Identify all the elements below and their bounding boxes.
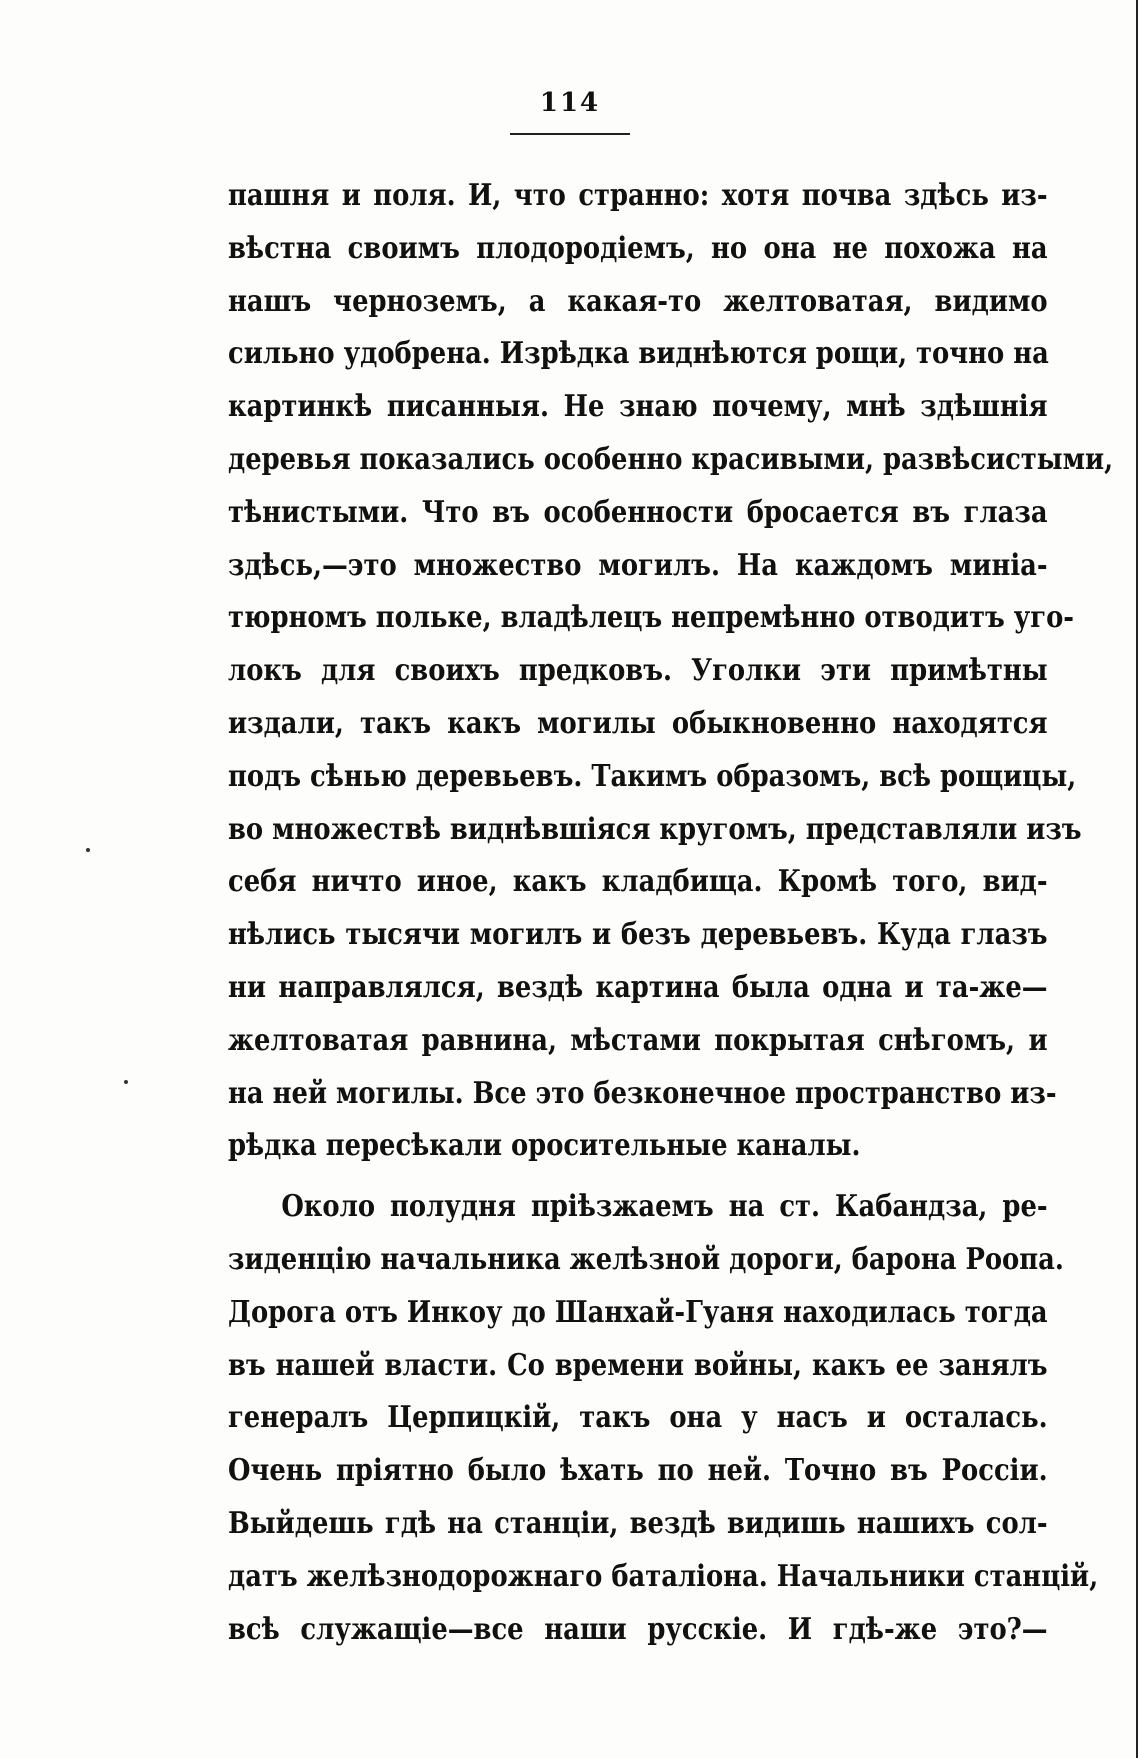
text-line: ни направлялся, вездѣ картина была одна и та-же— <box>228 969 1048 1005</box>
text-line: подъ сѣнью деревьевъ. Такимъ образомъ, всѣ рощицы, <box>228 758 1077 794</box>
scan-speck <box>124 1080 128 1084</box>
text-line: всѣ служащіе—все наши русскіе. И гдѣ-же это?— <box>228 1611 1048 1647</box>
text-line: зиденцію начальника желѣзной дороги, барона Роопа. <box>228 1241 1064 1277</box>
text-line: тюрномъ польке, владѣлецъ непремѣнно отводитъ уго- <box>228 600 1074 636</box>
scan-speck <box>86 848 90 852</box>
text-line: картинкѣ писанныя. Не знаю почему, мнѣ здѣшнія <box>228 389 1048 425</box>
text-line: во множествѣ виднѣвшіяся кругомъ, представляли изъ <box>228 811 1082 847</box>
text-line: рѣдка пересѣкали оросительные каналы. <box>228 1128 861 1164</box>
body-text <box>228 170 1114 1656</box>
text-line: сильно удобрена. Изрѣдка виднѣются рощи, точно на <box>228 336 1049 372</box>
page-number-rule <box>510 133 630 135</box>
text-line: тѣнистыми. Что въ особенности бросается въ глаза <box>228 494 1048 530</box>
text-line: Очень пріятно было ѣхать по ней. Точно въ Россіи. <box>228 1453 1048 1489</box>
page-number: 114 <box>539 88 601 118</box>
text-line: вѣстна своимъ плодородіемъ, но она не похожа на <box>228 230 1048 266</box>
text-line: датъ желѣзнодорожнаго баталіона. Начальники станцій, <box>228 1558 1099 1594</box>
text-line: локъ для своихъ предковъ. Уголки эти примѣтны <box>228 653 1048 689</box>
text-line: нашъ черноземъ, а какая-то желтоватая, видимо <box>228 283 1048 319</box>
text-line: на ней могилы. Все это безконечное пространство из- <box>228 1075 1057 1111</box>
text-line: Дорога отъ Инкоу до Шанхай-Гуаня находилась тогда <box>228 1294 1048 1330</box>
text-line: здѣсь,—это множество могилъ. На каждомъ миніа- <box>228 547 1048 583</box>
text-line: себя ничто иное, какъ кладбища. Кромѣ того, вид- <box>228 864 1048 900</box>
text-line: нѣлись тысячи могилъ и безъ деревьевъ. Куда глазъ <box>228 917 1048 953</box>
text-line: деревья показались особенно красивыми, развѣсистыми, <box>228 441 1114 477</box>
paragraph-gap <box>228 1173 1048 1181</box>
text-line: пашня и поля. И, что странно: хотя почва здѣсь из- <box>228 178 1048 213</box>
text-line: Около полудня пріѣзжаемъ на ст. Кабандза, ре- <box>281 1189 1048 1225</box>
text-line: желтоватая равнина, мѣстами покрытая снѣгомъ, и <box>228 1022 1048 1058</box>
page-edge-line <box>1136 0 1138 1758</box>
text-line: Выйдешь гдѣ на станціи, вездѣ видишь нашихъ сол- <box>228 1505 1048 1541</box>
text-line: въ нашей власти. Со времени войны, какъ ее занялъ <box>228 1347 1048 1383</box>
text-line: издали, такъ какъ могилы обыкновенно находятся <box>228 705 1048 741</box>
text-line: генералъ Церпицкій, такъ она у насъ и осталась. <box>228 1400 1048 1436</box>
